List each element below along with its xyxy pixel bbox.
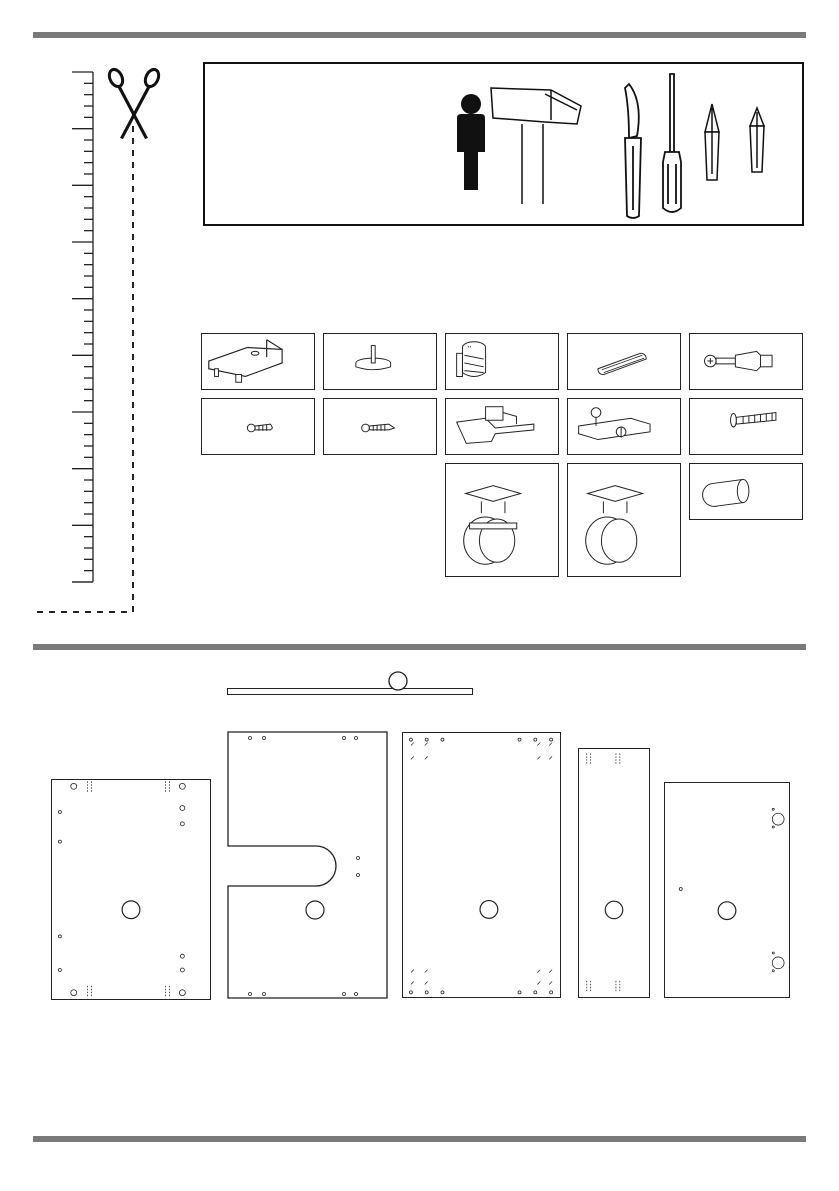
narrow-panel-icon	[578, 748, 650, 998]
back-panel-icon	[402, 732, 561, 998]
door-panel-icon	[664, 782, 790, 998]
